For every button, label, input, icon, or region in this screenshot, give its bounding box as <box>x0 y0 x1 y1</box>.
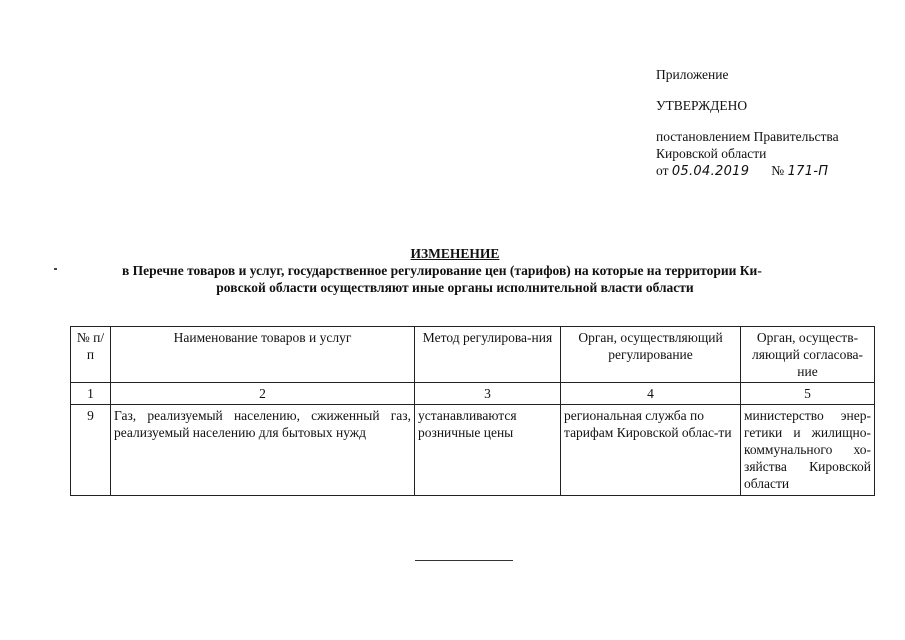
title-line-2: ровской области осуществляют иные органы исполнительной власти области <box>216 280 694 295</box>
row-regulator-cell: региональная служба по тарифам Кировской облас-ти <box>561 405 741 496</box>
handwritten-date: 05.04.2019 <box>671 164 750 179</box>
column-number-cell: 3 <box>415 383 561 405</box>
document-title <box>60 245 850 296</box>
title-line-1: в Перечне товаров и услуг, государственное регулирование цен (тарифов) на которые на территории Ки- <box>122 263 762 278</box>
resolution-line-1: постановлением Правительства <box>656 129 839 144</box>
column-number-cell: 4 <box>561 383 741 405</box>
column-number-row <box>71 383 875 405</box>
column-number-cell: 1 <box>71 383 111 405</box>
number-prefix: № <box>771 163 785 178</box>
table-header-row <box>71 327 875 383</box>
column-number-cell: 5 <box>741 383 875 405</box>
row-number-cell: 9 <box>71 405 111 496</box>
date-prefix: от <box>656 163 669 178</box>
table-row <box>71 405 875 496</box>
date-number-row <box>656 162 896 180</box>
changes-table <box>70 326 875 496</box>
scan-speck <box>54 268 57 270</box>
approval-block <box>656 66 896 180</box>
end-separator-line <box>415 560 513 561</box>
row-approver-cell: министерство энер-гетики и жилищно-коммунального хо-зяйства Кировской области <box>741 405 875 496</box>
column-number-cell: 2 <box>111 383 415 405</box>
header-cell-name: Наименование товаров и услуг <box>111 327 415 383</box>
row-name-cell: Газ, реализуемый населению, сжиженный газ, реализуемый населению для бытовых нужд <box>111 405 415 496</box>
handwritten-number: 171-П <box>787 164 829 179</box>
header-cell-number: № п/п <box>71 327 111 383</box>
appendix-label: Приложение <box>656 67 729 82</box>
resolution-line-2: Кировской области <box>656 146 767 161</box>
header-cell-method: Метод регулирова-ния <box>415 327 561 383</box>
title-main: ИЗМЕНЕНИЕ <box>410 246 500 261</box>
row-method-cell: устанавливаются розничные цены <box>415 405 561 496</box>
header-cell-regulator: Орган, осуществляющий регулирование <box>561 327 741 383</box>
header-cell-approver: Орган, осуществ-ляющий согласова-ние <box>741 327 875 383</box>
approved-label: УТВЕРЖДЕНО <box>656 98 748 113</box>
